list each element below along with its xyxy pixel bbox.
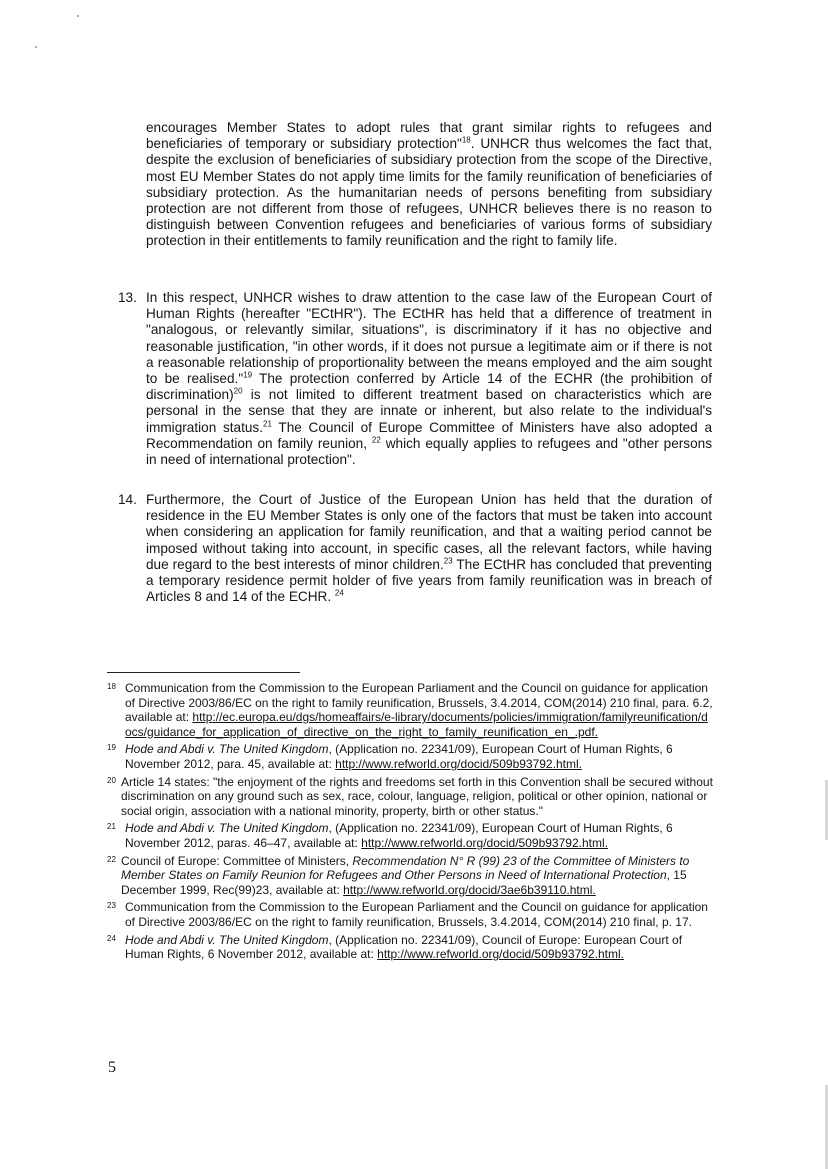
footnote-number: 19 xyxy=(107,743,116,753)
footnote-link[interactable]: http://www.refworld.org/docid/509b93792.html. xyxy=(377,947,624,962)
footnote-24 xyxy=(107,933,714,962)
footnote-18 xyxy=(107,681,714,739)
footnote-ref[interactable]: 18 xyxy=(461,135,471,145)
paragraph-text: Furthermore, the Court of Justice of the European Union has held that the duration of residence in the EU Member States is only one of the factors that must be taken into account when considering an application for family reunification, and that a waiting period cannot be imposed without taking into account, in specific cases, all the relevant factors, while having due regard to the best interests of minor children. xyxy=(146,492,712,572)
footnote-number: 20 xyxy=(107,775,116,785)
case-name: Hode and Abdi v. The United Kingdom xyxy=(125,932,329,947)
scan-speck xyxy=(77,15,79,17)
scan-speck xyxy=(35,46,37,48)
footnote-link[interactable]: http://ec.europa.eu/dgs/homeaffairs/e-library/documents/policies/immigration/familyreunification/docs/guidance_for_application_of_directive_on_the_right_to_family_reunification_en_.pdf. xyxy=(125,710,708,739)
footnote-text: , (Application no. 22341/09), Council of Europe: European Court of Human Rights, 6 November 2012, available at: xyxy=(125,932,683,962)
paragraph-text: which equally applies to refugees and "other persons in need of international protection". xyxy=(146,435,713,468)
case-name: Hode and Abdi v. The United Kingdom xyxy=(125,742,329,757)
footnote-text: Communication from the Commission to the European Parliament and the Council on guidance for application of Directive 2003/86/EC on the right to family reunification, Brussels, 3.4.2014, COM(2014) 210 final, p. 17. xyxy=(125,900,708,929)
paragraph-14 xyxy=(118,492,712,605)
footnote-ref[interactable]: 21 xyxy=(263,419,272,429)
footnote-text: , (Application no. 22341/09), European Court of Human Rights, 6 November 2012, para. 45, available at: xyxy=(125,742,673,771)
case-name: Hode and Abdi v. The United Kingdom xyxy=(125,821,329,836)
paragraph-text: is not limited to different treatment based on characteristics which are personal in the sense that they are innate or inherent, but also relate to the individual's immigration status. xyxy=(146,387,712,435)
footnote-ref[interactable]: 20 xyxy=(233,386,243,396)
footnote-ref[interactable]: 22 xyxy=(371,435,381,445)
footnote-separator xyxy=(107,672,300,673)
footnote-text: , 15 December 1999, Rec(99)23, available at: xyxy=(121,868,687,897)
paragraph-text: In this respect, UNHCR wishes to draw attention to the case law of the European Court of Human Rights (hereafter "ECtHR"). The ECtHR has held that a difference of treatment in "analogous, or relevantly similar, situations", is discriminatory if it has no objective and reasonable justification, "in other words, if it does not pursue a legitimate aim or if there is not a reasonable relationship of proportionality between the means employed and the aim sought to be realised." xyxy=(146,290,712,387)
footnote-19 xyxy=(107,742,714,771)
footnote-number: 21 xyxy=(107,822,116,832)
footnote-link[interactable]: http://www.refworld.org/docid/509b93792.html. xyxy=(335,756,582,771)
footnote-21 xyxy=(107,821,714,850)
footnote-ref[interactable]: 24 xyxy=(334,588,344,598)
paragraph-body xyxy=(146,290,712,468)
paragraph-text: encourages Member States to adopt rules that grant similar rights to refugees and beneficiaries of temporary or subsidiary protection" xyxy=(146,120,712,152)
paragraph-13 xyxy=(118,290,712,468)
footnote-ref[interactable]: 23 xyxy=(443,556,453,566)
continued-paragraph xyxy=(146,120,712,250)
footnote-text: Article 14 states: "the enjoyment of the rights and freedoms set forth in this Convention shall be secured without discrimination on any ground such as sex, race, colour, language, religion, political or other opinion, national or social origin, association with a national minority, property, birth or other status." xyxy=(121,774,713,818)
paragraph-text: The Council of Europe Committee of Ministers have also adopted a Recommendation on family reunion, xyxy=(146,419,712,451)
paragraph-number: 14. xyxy=(118,492,137,507)
paragraph-text: . UNHCR thus welcomes the fact that, despite the exclusion of beneficiaries of subsidiary protection from the scope of the Directive, most EU Member States do not apply time limits for the family reunification of beneficiaries of subsidiary protection. As the humanitarian needs of persons benefiting from subsidiary protection are not different from those of refugees, UNHCR believes there is no reason to distinguish between Convention refugees and beneficiaries of various forms of subsidiary protection in their entitlements to family reunification and the right to family life. xyxy=(146,136,712,249)
footnote-text: Communication from the Commission to the European Parliament and the Council on guidance for application of Directive 2003/86/EC on the right to family reunification, Brussels, 3.4.2014, COM(2014) 210 final, para. 6.2, available at: xyxy=(125,681,713,725)
paragraph-body xyxy=(146,492,712,605)
document-title: Recommendation N° R (99) 23 of the Committee of Ministers to Member States on Family Reunion for Refugees and Other Persons in Need of International Protection xyxy=(121,853,690,883)
paragraph-text: The protection conferred by Article 14 of the ECHR (the prohibition of discrimination) xyxy=(146,371,713,403)
footnotes xyxy=(107,681,714,965)
footnote-20 xyxy=(107,775,714,819)
paragraph-number: 13. xyxy=(118,290,137,305)
footnote-23 xyxy=(107,900,714,929)
footnote-ref[interactable]: 19 xyxy=(243,370,253,380)
footnote-text: Council of Europe: Committee of Ministers, xyxy=(121,853,353,868)
footnote-link[interactable]: http://www.refworld.org/docid/509b93792.html. xyxy=(361,835,608,850)
footnote-number: 22 xyxy=(107,854,116,864)
footnote-number: 24 xyxy=(107,933,116,943)
footnote-text: , (Application no. 22341/09), European Court of Human Rights, 6 November 2012, paras. 46–47, available at: xyxy=(125,821,673,850)
paragraph-text: The ECtHR has concluded that preventing a temporary residence permit holder of five years from family reunification was in breach of Articles 8 and 14 of the ECHR. xyxy=(146,556,712,605)
page-number: 5 xyxy=(108,1059,116,1076)
footnote-22 xyxy=(107,854,714,898)
footnote-link[interactable]: http://www.refworld.org/docid/3ae6b39110.html. xyxy=(343,882,596,897)
footnote-number: 23 xyxy=(107,901,116,911)
footnote-number: 18 xyxy=(107,682,116,691)
